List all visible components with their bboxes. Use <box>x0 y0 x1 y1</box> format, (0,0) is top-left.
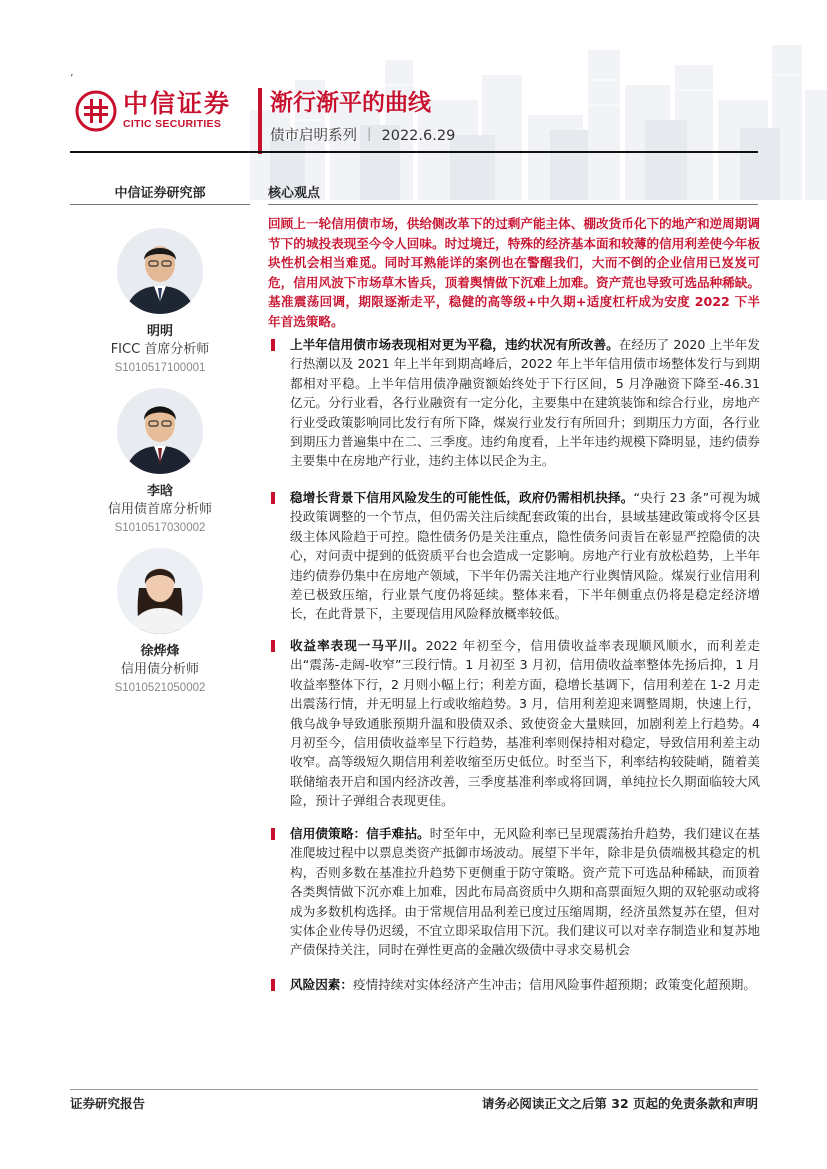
avatar <box>117 548 203 634</box>
analyst-title: 信用债分析师 <box>120 662 199 677</box>
point-lead: 信用债策略：信手难拈。 <box>290 826 430 841</box>
analyst-license-id: S1010521050002 <box>114 682 206 694</box>
city-skyline-background <box>250 40 827 200</box>
bullet-marker <box>271 979 275 991</box>
point-lead: 风险因素： <box>290 977 353 992</box>
report-title: 渐行渐平的曲线 <box>270 90 431 116</box>
analyst-card <box>70 228 250 377</box>
footer-disclaimer: 请务必阅读正文之后第 32 页起的免责条款和声明 <box>481 1096 758 1111</box>
analyst-license-id: S1010517030002 <box>114 522 206 534</box>
citic-emblem-icon <box>75 90 117 132</box>
bullet-marker <box>271 492 275 504</box>
analyst-name: 明明 <box>146 324 173 339</box>
point-lead: 上半年信用债市场表现相对更为平稳，违约状况有所改善。 <box>290 337 619 352</box>
logo-chinese-name: 中信证券 <box>123 89 232 118</box>
title-accent-bar <box>258 88 262 154</box>
header-divider <box>70 151 758 153</box>
point-lead: 收益率表现一马平川。 <box>290 638 426 653</box>
avatar <box>117 228 203 314</box>
key-point <box>268 488 760 624</box>
key-point <box>268 636 760 811</box>
report-date: 2022.6.29 <box>381 128 456 144</box>
point-text: “央行 23 条”可视为城投政策调整的一个节点，但仍需关注后续配套政策的出台，县域基建政策或将令区县级主体风险趋于可控。隐性债务仍是关注重点，隐性债务问责旨在彰显严控隐债的决心，对问责中提到的低资质平台也会造成一定影响。房地产行业有放松趋势，上半年违约债券仍集中在房地产领域，下半年仍需关注地产行业舆情风险。煤炭行业信用利差已极致压缩，行业景气度仍将延续。整体来看，下半年侧重点仍将是稳定经济增长，在此背景下，主要现信用风险释放概率较低。 <box>290 490 760 622</box>
corner-mark: ’ <box>70 72 74 85</box>
sidebar-rule <box>70 204 250 205</box>
point-text: 2022 年初至今，信用债收益率表现顺风顺水，而利差走出“震荡-走阔-收窄”三段行情。1 月初至 3 月初，信用债收益率整体先扬后抑，1 月收益率整体下行，2 月则小幅上行；利差方面，稳增长基调下，信用利差在 1-2 月走出震荡行情，并无明显上行或收缩趋势。3 月，信用利差迎来调整周期，快速上行，俄乌战争导致通胀预期升温和股债双杀、致使资金大量赎回，加剧利差上行趋势。4 月初至今，信用债收益率呈下行趋势，基准利率则保持相对稳定，导致信用利差主动收窄。高等级短久期信用利差收缩至历史低位。时至当下，利率结构较陡峭，随着美联储缩表开启和国内经济改善，三季度基准利率或将回调，单纯拉长久期面临较大风险，预计子弹组合表现更佳。 <box>290 638 760 809</box>
report-series: 债市启明系列 <box>270 128 357 144</box>
core-views-heading: 核心观点 <box>268 186 321 201</box>
bullet-marker <box>271 339 275 351</box>
key-point <box>268 975 760 994</box>
summary-paragraph: 回顾上一轮信用债市场，供给侧改革下的过剩产能主体、棚改货币化下的地产和逆周期调节下的城投表现至今令人回味。时过境迁，特殊的经济基本面和较薄的信用利差使今年板块性机会相当难觅。同时耳熟能详的案例也在警醒我们，大而不倒的企业信用已岌岌可危，信用风波下市场草木皆兵，顶着舆情做下沉难上加难。资产荒也导致可选品种稀缺。基准震荡回调，期限逐渐走平，稳健的高等级+中久期+适度杠杆成为安度 2022 下半年首选策略。 <box>268 216 760 329</box>
avatar <box>117 388 203 474</box>
analyst-card <box>70 388 250 537</box>
analyst-title: 信用债首席分析师 <box>107 502 212 517</box>
bullet-marker <box>271 640 275 652</box>
report-subtitle <box>270 126 455 146</box>
point-lead: 稳增长背景下信用风险发生的可能性低，政府仍需相机抉择。 <box>290 490 634 505</box>
analyst-name: 徐烨烽 <box>140 644 180 659</box>
logo-english-name: CITIC SECURITIES <box>123 118 222 130</box>
main-rule <box>268 204 758 205</box>
subtitle-separator: 丨 <box>362 128 377 144</box>
analyst-title: FICC 首席分析师 <box>110 342 210 357</box>
point-text: 时至年中，无风险利率已呈现震荡抬升趋势，我们建议在基准爬坡过程中以票息类资产抵御市场波动。展望下半年，除非是负债端极其稳定的机构，否则多数在基准拉升趋势下更侧重于防守策略。资产荒下可选品种稀缺，而顶着各类舆情做下沉亦难上加难，因此布局高资质中久期和高票面短久期的双轮驱动或将成为多数机构选择。由于常规信用品利差已度过压缩周期，经济虽然复苏在望，但对实体企业传导仍迟缓，不宜立即采取信用下沉。我们建议可以对幸存制造业和复苏地产债保持关注，同时在弹性更高的金融次级债中寻求交易机会 <box>290 826 761 958</box>
point-text: 在经历了 2020 上半年发行热潮以及 2021 年上半年到期高峰后，2022 年上半年信用债市场整体发行与到期都相对平稳。上半年信用债净融资额始终处于下行区间，5 月净融资下降至-46.31 亿元。分行业看，各行业融资有一定分化，主要集中在建筑装饰和综合行业，房地产行业受政策影响同比发行有所下降，煤炭行业发行有所回升；到期压力方面，各行业到期压力普遍集中在二、三季度。违约角度看，上半年违约规模下降明显，违约债券主要集中在房地产行业，违约主体以民企为主。 <box>290 337 761 469</box>
point-text: 疫情持续对实体经济产生冲击；信用风险事件超预期；政策变化超预期。 <box>352 977 756 992</box>
analyst-card <box>70 548 250 697</box>
analyst-license-id: S1010517100001 <box>114 362 206 374</box>
sidebar-heading: 中信证券研究部 <box>114 186 206 201</box>
citic-logo <box>75 90 231 132</box>
footer-divider <box>70 1089 758 1090</box>
analyst-name: 李晗 <box>146 484 173 499</box>
key-point <box>268 824 760 960</box>
bullet-marker <box>271 828 275 840</box>
key-point <box>268 335 760 471</box>
footer-report-type: 证券研究报告 <box>70 1096 146 1111</box>
